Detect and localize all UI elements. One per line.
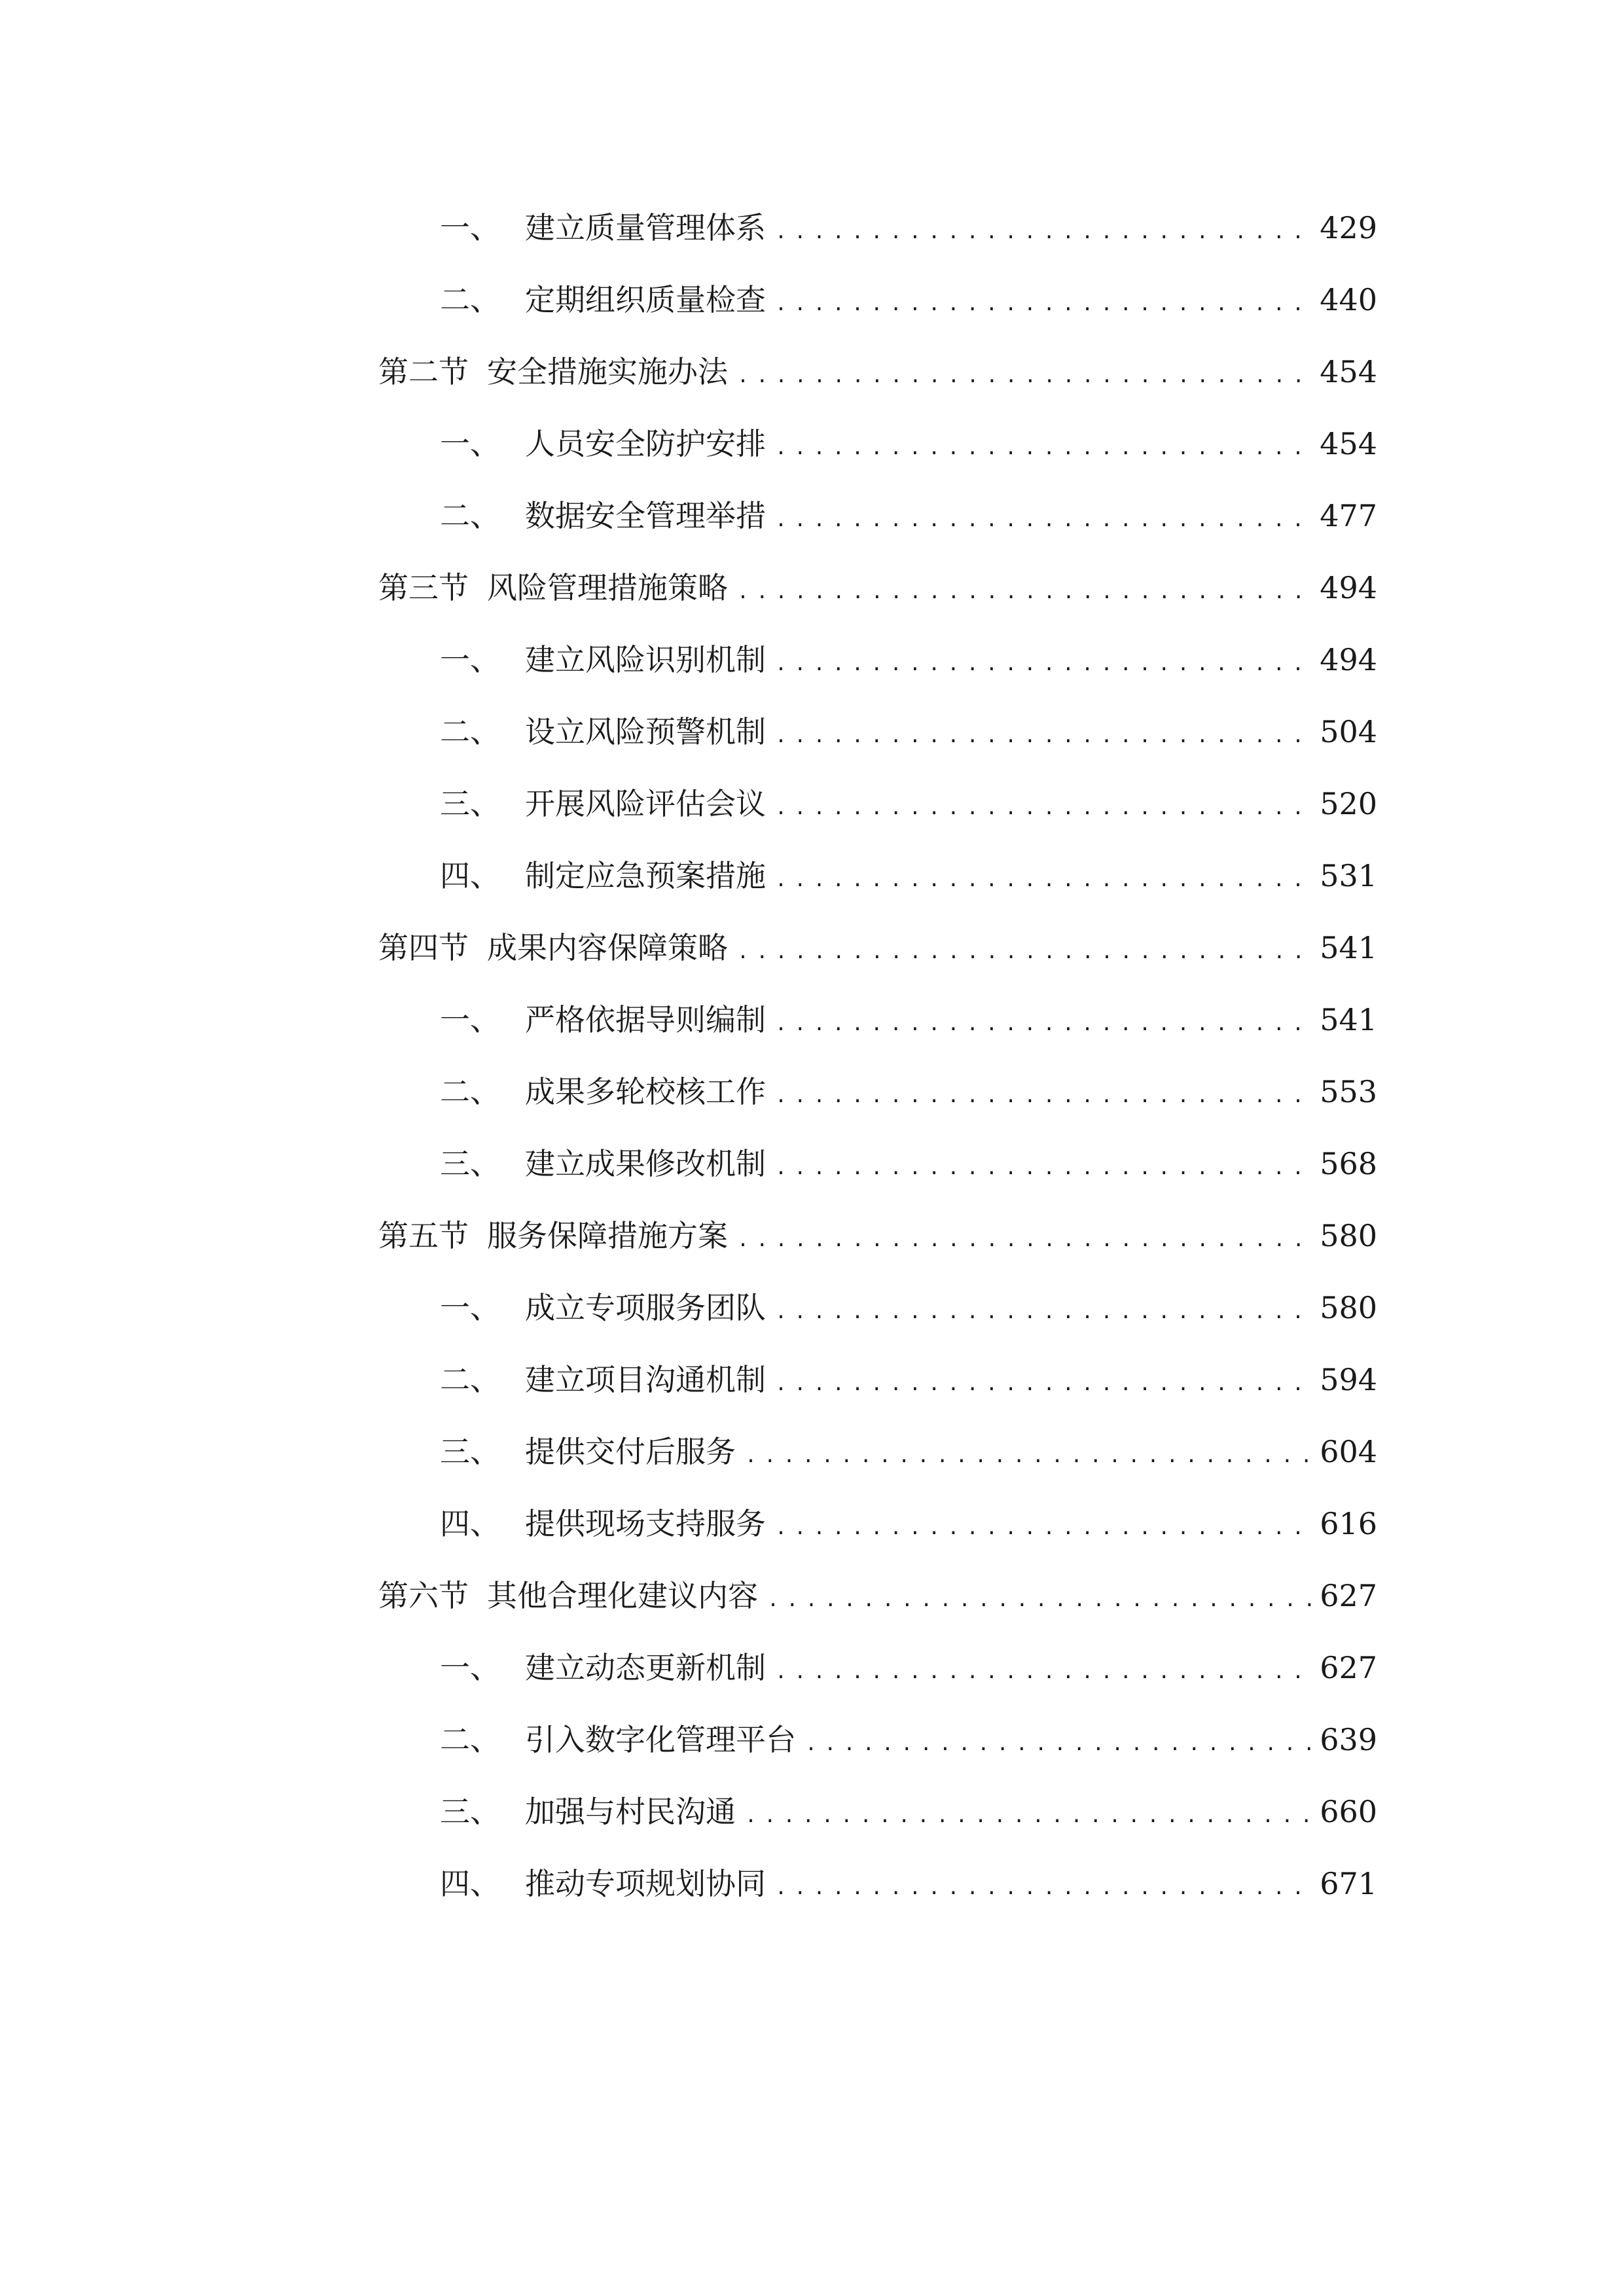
toc-entry-title: 建立动态更新机制 xyxy=(525,1650,766,1685)
toc-dot-leader xyxy=(775,1149,1312,1188)
toc-page-number: 616 xyxy=(1320,1506,1377,1541)
toc-entry-title: 设立风险预警机制 xyxy=(525,714,766,749)
toc-page-number: 580 xyxy=(1320,1218,1377,1253)
toc-entry-number: 二、 xyxy=(440,1362,500,1397)
toc-entry-number: 二、 xyxy=(440,282,500,317)
toc-dot-leader xyxy=(775,1005,1312,1044)
toc-entry[interactable] xyxy=(440,208,1377,247)
toc-entry-title: 建立项目沟通机制 xyxy=(525,1362,766,1397)
toc-entry-title: 提供现场支持服务 xyxy=(525,1506,766,1541)
toc-dot-leader xyxy=(737,573,1312,612)
toc-dot-leader xyxy=(805,1725,1312,1764)
toc-section-entry[interactable] xyxy=(378,928,1377,967)
toc-page-number: 494 xyxy=(1320,570,1377,605)
toc-page-number: 627 xyxy=(1320,1578,1377,1613)
toc-dot-leader xyxy=(745,1437,1312,1476)
toc-section-number: 第二节 xyxy=(378,354,469,389)
toc-section-entry[interactable] xyxy=(378,1576,1377,1615)
toc-entry-number: 二、 xyxy=(440,714,500,749)
toc-entry[interactable] xyxy=(440,1648,1377,1687)
toc-entry[interactable] xyxy=(440,1864,1377,1903)
toc-entry-number: 三、 xyxy=(440,786,500,821)
toc-page-number: 541 xyxy=(1320,930,1377,965)
toc-page-number: 520 xyxy=(1320,786,1377,821)
toc-entry-number: 一、 xyxy=(440,1290,500,1325)
toc-page-number: 494 xyxy=(1320,642,1377,677)
toc-section-title: 成果内容保障策略 xyxy=(487,930,728,965)
toc-page-number: 454 xyxy=(1320,426,1377,461)
toc-entry[interactable] xyxy=(440,1720,1377,1759)
toc-entry-title: 引入数字化管理平台 xyxy=(525,1722,796,1757)
toc-entry-title: 建立成果修改机制 xyxy=(525,1146,766,1181)
toc-entry[interactable] xyxy=(440,856,1377,895)
toc-section-number: 第三节 xyxy=(378,570,469,605)
toc-entry[interactable] xyxy=(440,1504,1377,1543)
toc-dot-leader xyxy=(775,429,1312,468)
toc-page-number: 604 xyxy=(1320,1434,1377,1469)
toc-section-title: 安全措施实施办法 xyxy=(487,354,728,389)
toc-section-number: 第四节 xyxy=(378,930,469,965)
toc-page-number: 594 xyxy=(1320,1362,1377,1397)
toc-page-number: 531 xyxy=(1320,858,1377,893)
toc-page-number: 429 xyxy=(1320,210,1377,245)
toc-entry-number: 三、 xyxy=(440,1434,500,1469)
toc-entry[interactable] xyxy=(440,1144,1377,1183)
toc-entry[interactable] xyxy=(440,1000,1377,1039)
toc-page-number: 541 xyxy=(1320,1002,1377,1037)
toc-entry-number: 三、 xyxy=(440,1146,500,1181)
toc-page-number: 580 xyxy=(1320,1290,1377,1325)
toc-entry-number: 二、 xyxy=(440,498,500,533)
toc-dot-leader xyxy=(775,789,1312,828)
toc-entry-number: 二、 xyxy=(440,1722,500,1757)
toc-section-title: 服务保障措施方案 xyxy=(487,1218,728,1253)
toc-entry[interactable] xyxy=(440,280,1377,319)
toc-entry-title: 人员安全防护安排 xyxy=(525,426,766,461)
toc-entry-title: 建立质量管理体系 xyxy=(525,210,766,245)
toc-entry[interactable] xyxy=(440,784,1377,823)
toc-entry-title: 推动专项规划协同 xyxy=(525,1866,766,1901)
toc-dot-leader xyxy=(775,645,1312,684)
toc-entry-number: 四、 xyxy=(440,1866,500,1901)
toc-entry-title: 开展风险评估会议 xyxy=(525,786,766,821)
toc-dot-leader xyxy=(775,213,1312,252)
toc-dot-leader xyxy=(737,357,1312,396)
toc-entry-title: 提供交付后服务 xyxy=(525,1434,736,1469)
toc-entry-title: 加强与村民沟通 xyxy=(525,1794,736,1829)
toc-dot-leader xyxy=(745,1797,1312,1836)
toc-dot-leader xyxy=(775,1365,1312,1404)
toc-section-number: 第五节 xyxy=(378,1218,469,1253)
toc-entry-number: 一、 xyxy=(440,642,500,677)
toc-page-number: 671 xyxy=(1320,1866,1377,1901)
toc-section-title: 风险管理措施策略 xyxy=(487,570,728,605)
toc-entry-number: 二、 xyxy=(440,1074,500,1109)
toc-dot-leader xyxy=(767,1581,1312,1620)
toc-entry-title: 建立风险识别机制 xyxy=(525,642,766,677)
toc-entry-number: 四、 xyxy=(440,1506,500,1541)
toc-entry[interactable] xyxy=(440,712,1377,751)
toc-page-number: 440 xyxy=(1320,282,1377,317)
toc-entry-title: 成果多轮校核工作 xyxy=(525,1074,766,1109)
toc-entry[interactable] xyxy=(440,424,1377,463)
toc-section-entry[interactable] xyxy=(378,1216,1377,1255)
toc-dot-leader xyxy=(775,1653,1312,1692)
toc-entry-number: 四、 xyxy=(440,858,500,893)
toc-dot-leader xyxy=(737,1221,1312,1260)
toc-entry[interactable] xyxy=(440,1072,1377,1111)
toc-entry-title: 数据安全管理举措 xyxy=(525,498,766,533)
toc-section-entry[interactable] xyxy=(378,352,1377,391)
toc-entry-number: 一、 xyxy=(440,1002,500,1037)
toc-entry-title: 严格依据导则编制 xyxy=(525,1002,766,1037)
toc-dot-leader xyxy=(775,1869,1312,1908)
toc-page-number: 477 xyxy=(1320,498,1377,533)
toc-page-number: 639 xyxy=(1320,1722,1377,1757)
toc-dot-leader xyxy=(775,285,1312,324)
toc-entry-number: 一、 xyxy=(440,210,500,245)
toc-section-number: 第六节 xyxy=(378,1578,469,1613)
toc-entry-number: 三、 xyxy=(440,1794,500,1829)
toc-dot-leader xyxy=(775,1509,1312,1548)
toc-entry[interactable] xyxy=(440,1288,1377,1327)
toc-entry-title: 成立专项服务团队 xyxy=(525,1290,766,1325)
toc-page-number: 568 xyxy=(1320,1146,1377,1181)
toc-page-number: 660 xyxy=(1320,1794,1377,1829)
toc-entry-title: 定期组织质量检查 xyxy=(525,282,766,317)
toc-entry-title: 制定应急预案措施 xyxy=(525,858,766,893)
toc-section-entry[interactable] xyxy=(378,568,1377,607)
toc-entry[interactable] xyxy=(440,1360,1377,1399)
toc-entry[interactable] xyxy=(440,496,1377,535)
toc-page-number: 504 xyxy=(1320,714,1377,749)
toc-entry[interactable] xyxy=(440,1432,1377,1471)
toc-dot-leader xyxy=(775,1293,1312,1332)
toc-dot-leader xyxy=(775,501,1312,540)
toc-dot-leader xyxy=(775,1077,1312,1116)
toc-page-number: 627 xyxy=(1320,1650,1377,1685)
toc-dot-leader xyxy=(775,861,1312,900)
toc-dot-leader xyxy=(737,933,1312,972)
toc-page-number: 553 xyxy=(1320,1074,1377,1109)
toc-entry-number: 一、 xyxy=(440,426,500,461)
toc-entry[interactable] xyxy=(440,640,1377,679)
toc-entry[interactable] xyxy=(440,1792,1377,1831)
toc-entry-number: 一、 xyxy=(440,1650,500,1685)
toc-section-title: 其他合理化建议内容 xyxy=(487,1578,758,1613)
toc-dot-leader xyxy=(775,717,1312,756)
toc-page-number: 454 xyxy=(1320,354,1377,389)
